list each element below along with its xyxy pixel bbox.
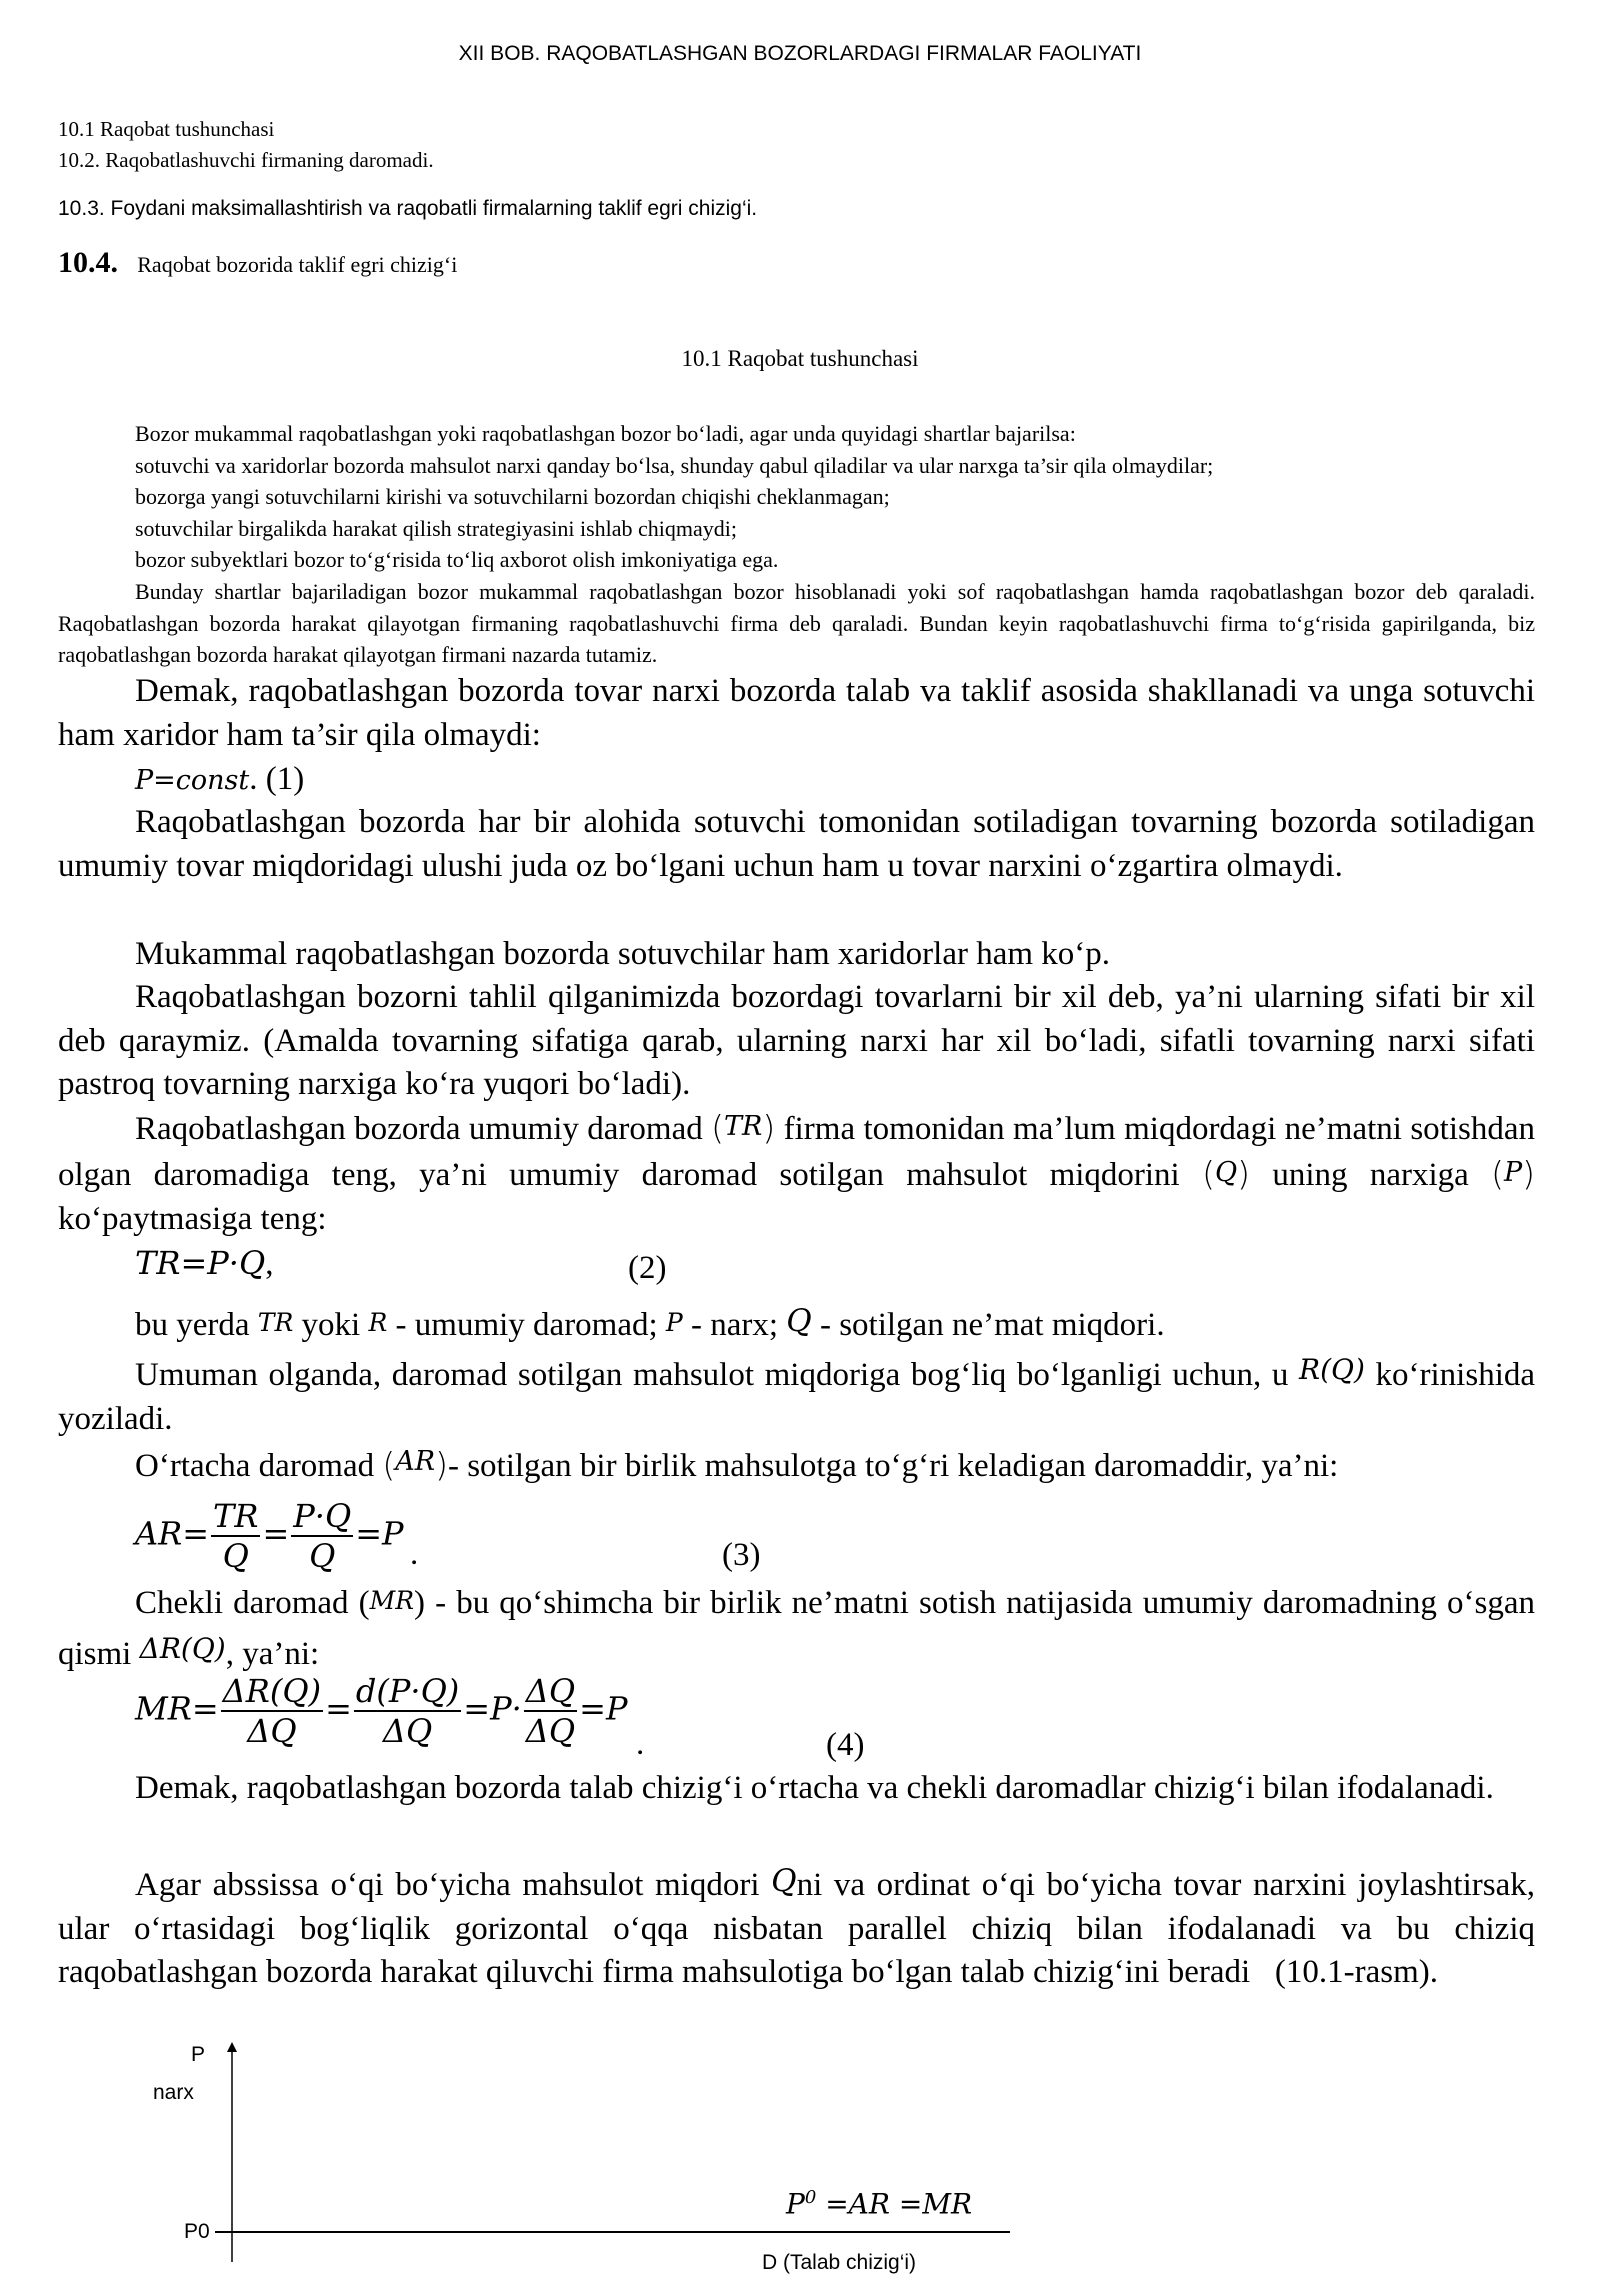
- line-label-rest: =AR =MR: [816, 2187, 973, 2221]
- p5-text-a: Raqobatlashgan bozorda umumiy daromad: [135, 1111, 703, 1147]
- p7-math-RQ: R(Q): [1299, 1353, 1365, 1386]
- paragraph-8: O‘rtacha daromad (AR)- sotilgan bir birlik mahsulotga to‘g‘ri keladigan daromaddir, ya’ni:: [135, 1445, 1339, 1484]
- paragraph-9: [58, 1578, 1535, 1677]
- line-label-sup: 0: [804, 2187, 817, 2208]
- eq3-fraction-2: [291, 1497, 353, 1575]
- p5-text-c: uning narxiga: [1272, 1157, 1469, 1193]
- paragraph-10: Demak, raqobatlashgan bozorda talab chizig‘i o‘rtacha va chekli daromadlar chizig‘i bilan ifodalanadi.: [135, 1770, 1494, 1806]
- p6-math-Q: Q: [786, 1303, 812, 1339]
- p11-text-b: ni va ordinat o‘qi bo‘yicha tovar narxini joylashtirsak, ular o‘rtasidagi bog‘liqlik gorizontal o‘qqa nisbatan parallel chiziq bilan ifodalanadi va bu chiziq raqobatlashgan bozorda harakat qiluvchi firma mahsulotiga bo‘lgan talab chizig‘ini beradi: [58, 1867, 1535, 1991]
- eq3-rhs: =P: [355, 1514, 404, 1553]
- axis-y-sublabel: narx: [153, 2081, 194, 2104]
- equation-1-number: . (1): [249, 761, 305, 797]
- demand-curve-caption-cut: D (Talab chizig‘i): [762, 2251, 917, 2274]
- eq4-numerator-3: ΔQ: [525, 1672, 576, 1710]
- p9-math-dR: ΔR(Q): [139, 1632, 226, 1665]
- paragraph-6: [135, 1300, 1165, 1348]
- eq4-numerator-1: ΔR(Q): [222, 1672, 322, 1710]
- eq4-equals-2: =P·: [463, 1689, 522, 1728]
- p11-math-Q: Q: [771, 1863, 797, 1899]
- p6-text-e: - sotilgan ne’mat miqdori.: [819, 1307, 1165, 1343]
- equation-3-number: (3): [722, 1537, 761, 1573]
- demand-line-label: [786, 2187, 972, 2220]
- equation-1: [135, 758, 304, 803]
- p11-text-a: Agar abssissa o‘qi bo‘yicha mahsulot miqdori: [135, 1867, 760, 1903]
- section-title: 10.1 Raqobat tushunchasi: [681, 346, 919, 371]
- toc-item-3: 10.3. Foydani maksimallashtirish va raqobatli firmalarning taklif egri chizig‘i.: [58, 197, 758, 220]
- equation-3: [135, 1497, 404, 1575]
- p6-math-TR: TR: [257, 1308, 294, 1337]
- p9-text-c: , ya’ni:: [225, 1636, 320, 1672]
- conditions-list: [135, 418, 1535, 576]
- toc-item-2: 10.2. Raqobatlashuvchi firmaning daromadi.: [58, 148, 434, 172]
- eq4-numerator-2: d(P·Q): [355, 1672, 460, 1710]
- paragraph-2: Raqobatlashgan bozorda har bir alohida sotuvchi tomonidan sotiladigan tovarning bozorda sotiladigan umumiy tovar miqdoridagi ulushi juda oz bo‘lgani uchun ham u tovar narxini o‘zgartira olmaydi.: [58, 804, 1535, 884]
- eq4-fraction-1: [221, 1672, 323, 1750]
- equation-2-number: (2): [628, 1250, 667, 1286]
- p6-text-b: yoki: [301, 1307, 361, 1343]
- equation-4: [135, 1672, 627, 1750]
- p9-text-a: Chekli daromad (: [135, 1585, 370, 1621]
- p8-text-a: O‘rtacha daromad: [135, 1448, 375, 1484]
- eq4-rhs: =P: [579, 1689, 628, 1728]
- toc-item-4-text: Raqobat bozorida taklif egri chizig‘i: [137, 252, 458, 277]
- conditions-summary: Bunday shartlar bajariladigan bozor mukammal raqobatlashgan bozor hisoblanadi yoki sof raqobatlashgan hamda raqobatlashgan bozor deb qaraladi. Raqobatlashgan bozorda harakat qilayotgan firmaning raqobatlashuvchi firma deb qaraladi. Bundan keyin raqobatlashuvchi firma to‘g‘risida gapirilganda, biz raqobatlashgan bozorda harakat qilayotgan firmani nazarda tutamiz.: [58, 579, 1535, 668]
- p9-text-b: ) - bu qo‘shimcha bir birlik ne’matni sotish natijasida umumiy daromadning o‘sgan qismi: [58, 1585, 1536, 1672]
- paragraph-7: [58, 1348, 1535, 1441]
- axis-y-label: P: [191, 2043, 206, 2066]
- eq3-numerator-1: TR: [213, 1497, 259, 1535]
- toc-item-1: 10.1 Raqobat tushunchasi: [58, 117, 275, 141]
- eq3-denominator-2: Q: [309, 1537, 336, 1575]
- p5-text-d: ko‘paytmasiga teng:: [58, 1201, 327, 1237]
- demand-figure: [0, 2030, 1600, 2262]
- eq4-denominator-3: ΔQ: [525, 1712, 576, 1750]
- p5-math-Q: Q: [1214, 1157, 1238, 1188]
- line-label-base: P: [786, 2187, 805, 2221]
- p6-math-P: P: [665, 1308, 683, 1337]
- paragraph-5: Raqobatlashgan bozorda umumiy daromad (TR) firma tomonidan ma’lum miqdordagi ne’matni sotishdan olgan daromadiga teng, ya’ni umumiy daromad sotilgan mahsulot miqdorini (Q) uning narxiga (P) ko‘paytmasiga teng:: [58, 1108, 1536, 1237]
- eq3-fraction-1: [211, 1497, 260, 1575]
- eq4-fraction-2: [354, 1672, 461, 1750]
- equation-4-number: (4): [826, 1727, 865, 1763]
- condition-2: bozorga yangi sotuvchilarni kirishi va sotuvchilarni bozordan chiqishi cheklanmagan;: [135, 484, 890, 510]
- paragraph-3: Mukammal raqobatlashgan bozorda sotuvchilar ham xaridorlar ham ko‘p.: [135, 936, 1111, 972]
- toc-item-4-number: 10.4.: [58, 246, 118, 279]
- p5-text-b: firma tomonidan ma’lum miqdordagi ne’matni sotishdan olgan daromadiga teng, ya’ni umumiy daromad sotilgan mahsulot miqdorini: [58, 1111, 1536, 1193]
- p5-math-TR: TR: [724, 1111, 763, 1142]
- eq3-lhs: AR=: [135, 1514, 210, 1553]
- p5-math-P: P: [1504, 1157, 1523, 1188]
- eq4-fraction-3: [524, 1672, 577, 1750]
- y-axis-arrow: [227, 2042, 237, 2052]
- eq3-numerator-2: P·Q: [293, 1497, 352, 1535]
- eq4-denominator-1: ΔQ: [247, 1712, 297, 1750]
- eq3-denominator-1: Q: [222, 1537, 249, 1575]
- p6-text-c: - umumiy daromad;: [395, 1307, 658, 1343]
- eq3-dot: .: [410, 1536, 419, 1572]
- equation-2-formula: TR=P·Q: [135, 1244, 266, 1282]
- eq3-equals: =: [262, 1514, 290, 1553]
- conditions-intro: Bozor mukammal raqobatlashgan yoki raqobatlashgan bozor bo‘ladi, agar unda quyidagi shartlar bajarilsa:: [135, 421, 1076, 446]
- equation-2-comma: ,: [265, 1246, 274, 1282]
- p6-math-R: R: [368, 1308, 388, 1337]
- equation-1-formula: P=const: [135, 765, 250, 796]
- eq4-lhs: MR=: [135, 1689, 219, 1728]
- p8-math-AR: AR: [395, 1446, 436, 1477]
- p7-text-a: Umuman olganda, daromad sotilgan mahsulot miqdoriga bog‘liq bo‘lganligi uchun, u: [135, 1357, 1289, 1393]
- paragraph-1: Demak, raqobatlashgan bozorda tovar narxi bozorda talab va taklif asosida shakllanadi va unga sotuvchi ham xaridor ham ta’sir qila olmaydi:: [58, 673, 1535, 753]
- p6-text-d: - narx;: [691, 1307, 779, 1343]
- condition-3: sotuvchilar birgalikda harakat qilish strategiyasini ishlab chiqmaydi;: [135, 515, 738, 541]
- condition-1: sotuvchi va xaridorlar bozorda mahsulot narxi qanday bo‘lsa, shunday qabul qiladilar va ular narxga ta’sir qila olmaydilar;: [135, 452, 1214, 478]
- paragraph-11: [58, 1860, 1535, 1995]
- condition-4: bozor subyektlari bozor to‘g‘risida to‘liq axborot olish imkoniyatiga ega.: [135, 547, 779, 573]
- equation-2: [135, 1244, 273, 1283]
- p8-text-b: - sotilgan bir birlik mahsulotga to‘g‘ri keladigan daromaddir, ya’ni:: [447, 1448, 1339, 1484]
- eq4-dot: .: [636, 1726, 645, 1762]
- p6-text-a: bu yerda: [135, 1307, 250, 1343]
- p7-text-b: ko‘rinishida yoziladi.: [58, 1357, 1536, 1437]
- page-header: XII BOB. RAQOBATLASHGAN BOZORLARDAGI FIRMALAR FAOLIYATI: [458, 42, 1142, 65]
- eq4-denominator-2: ΔQ: [382, 1712, 433, 1750]
- eq4-equals-1: =: [325, 1689, 352, 1728]
- paragraph-4: Raqobatlashgan bozorni tahlil qilganimizda bozordagi tovarlarni bir xil deb, ya’ni ularning sifati bir xil deb qaraymiz. (Amalda tovarning sifatiga qarab, ularning narxi har xil bo‘ladi, sifatli tovarning narxi sifati pastroq tovarning narxiga ko‘ra yuqori bo‘ladi).: [58, 979, 1535, 1103]
- p0-label: P0: [184, 2220, 210, 2243]
- p9-math-MR: MR: [369, 1586, 415, 1615]
- p11-text-c: (10.1-rasm).: [1274, 1954, 1439, 1991]
- toc-item-4: [58, 246, 457, 280]
